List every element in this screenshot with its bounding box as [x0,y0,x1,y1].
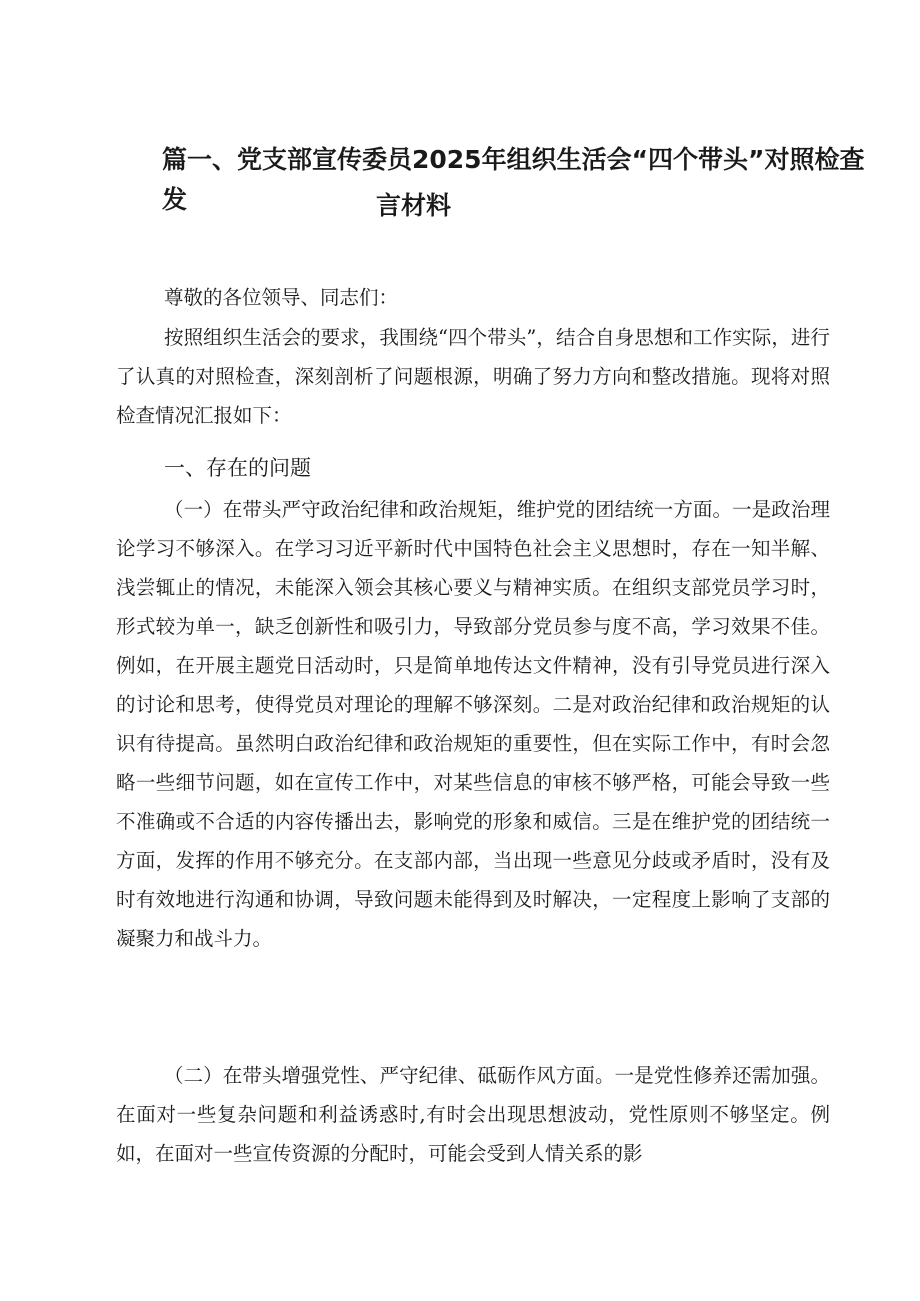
section-heading: 一、存在的问题 [164,456,311,480]
paragraph-section-1: （一）在带头严守政治纪律和政治规矩，维护党的团结统一方面。一是政治理论学习不够深入。在学习习近平新时代中国特色社会主义思想时，存在一知半解、浅尝辄止的情况，未能深入领会其核心要义与精神实质。在组织支部党员学习时，形式较为单一，缺乏创新性和吸引力，导致部分党员参与度不高，学习效果不佳。例如，在开展主题党日活动时，只是简单地传达文件精神，没有引导党员进行深入的讨论和思考，使得党员对理论的理解不够深刻。二是对政治纪律和政治规矩的认识有待提高。虽然明白政治纪律和政治规矩的重要性，但在实际工作中，有时会忽略一些细节问题，如在宣传工作中，对某些信息的审核不够严格，可能会导致一些不准确或不合适的内容传播出去，影响党的形象和威信。三是在维护党的团结统一方面，发挥的作用不够充分。在支部内部，当出现一些意见分歧或矛盾时，没有及时有效地进行沟通和协调，导致问题未能得到及时解决，一定程度上影响了支部的凝聚力和战斗力。 [116,498,830,950]
paragraph-section-2: （二）在带头增强党性、严守纪律、砥砺作风方面。一是党性修养还需加强。在面对一些复杂问题和利益诱惑时,有时会出现思想波动，党性原则不够坚定。例如，在面对一些宣传资源的分配时，可能会受到人情关系的影 [116,1064,830,1165]
document-title-line-2: 言材料 [376,191,452,220]
salutation: 尊敬的各位领导、同志们： [164,286,399,309]
intro-paragraph: 按照组织生活会的要求，我围绕“四个带头”，结合自身思想和工作实际，进行了认真的对照检查，深刻剖析了问题根源，明确了努力方向和整改措施。现将对照检查情况汇报如下： [116,326,830,427]
document-title-line-1: 篇一、党支部宣传委员2025年组织生活会“四个带头”对照检查发 [162,145,865,214]
